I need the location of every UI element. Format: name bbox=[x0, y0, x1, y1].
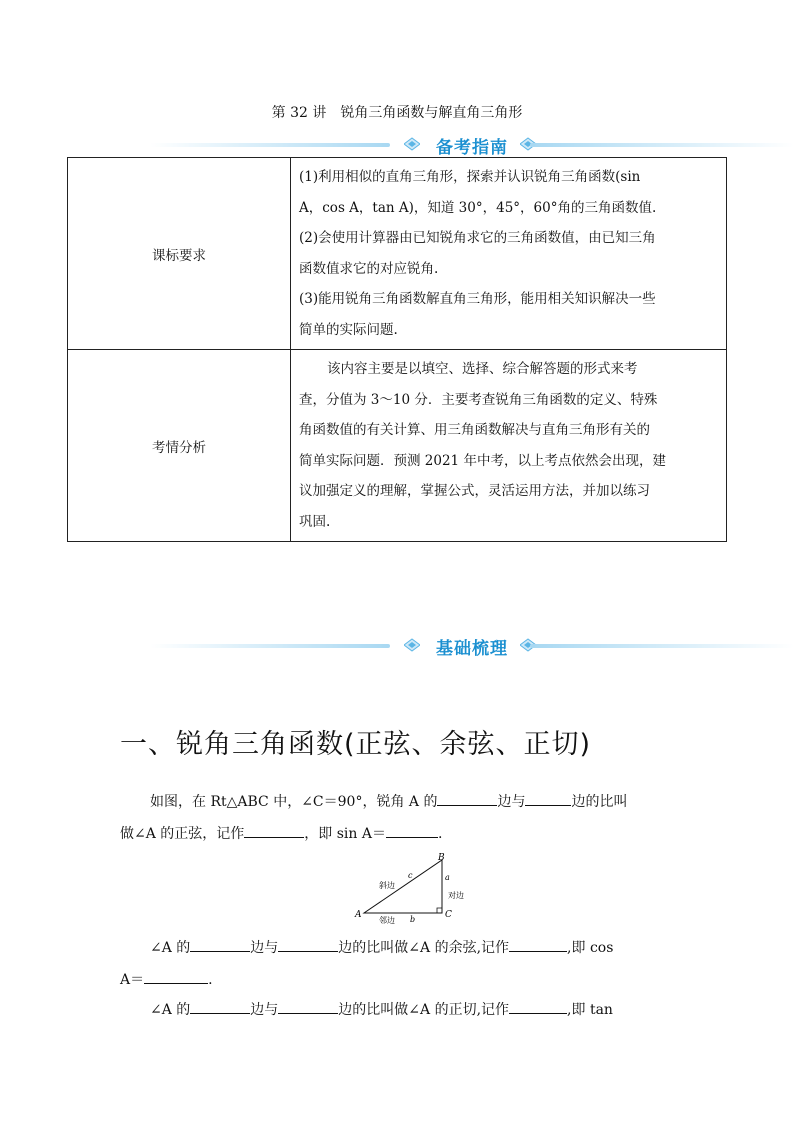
paragraph-line: ∠A 的 边与 边的比叫做∠A 的正切,记作 ,即 tan bbox=[120, 994, 700, 1026]
page-title: 第 32 讲 锐角三角函数与解直角三角形 bbox=[271, 105, 523, 121]
content-line: 简单的实际问题. bbox=[299, 321, 398, 338]
opposite-label: 对边 bbox=[448, 891, 464, 900]
section-banner-basics bbox=[150, 632, 794, 658]
paragraph-line: A＝ . bbox=[120, 964, 700, 996]
banner-diamond-icon bbox=[404, 137, 420, 151]
table-row bbox=[68, 350, 727, 542]
fill-blank[interactable] bbox=[278, 936, 338, 952]
content-line: 巩固. bbox=[299, 513, 331, 530]
vertex-label-c: C bbox=[445, 910, 452, 920]
fill-blank[interactable] bbox=[509, 936, 567, 952]
content-line: (3)能用锐角三角函数解直角三角形，能用相关知识解决一些 bbox=[299, 291, 656, 307]
fill-blank[interactable] bbox=[190, 998, 250, 1014]
info-table bbox=[67, 157, 727, 542]
table-row bbox=[68, 158, 727, 350]
triangle-shape bbox=[364, 860, 442, 913]
definition-paragraph-cosine bbox=[120, 932, 700, 996]
paragraph-line: 做∠A 的正弦，记作 ，即 sin A＝ . bbox=[120, 818, 680, 850]
fill-blank[interactable] bbox=[437, 790, 497, 806]
content-line: 函数值求它的对应锐角. bbox=[299, 260, 439, 277]
side-label-a: a bbox=[445, 873, 450, 882]
fill-blank[interactable] bbox=[144, 968, 208, 984]
content-line: 该内容主要是以填空、选择、综合解答题的形式来考 bbox=[327, 361, 638, 377]
side-label-c: c bbox=[408, 871, 413, 880]
content-line: (2)会使用计算器由已知锐角求它的三角函数值，由已知三角 bbox=[299, 230, 656, 246]
section-heading: 一、锐角三角函数(正弦、余弦、正切) bbox=[120, 729, 592, 760]
row-content bbox=[291, 350, 727, 542]
paragraph-line: 如图，在 Rt△ABC 中，∠C＝90°，锐角 A 的 边与 边的比叫 bbox=[120, 786, 680, 818]
fill-blank[interactable] bbox=[386, 822, 438, 838]
right-angle-mark bbox=[437, 908, 442, 913]
hypotenuse-label: 斜边 bbox=[379, 881, 395, 890]
fill-blank[interactable] bbox=[509, 998, 567, 1014]
content-line: 简单实际问题．预测 2021 年中考，以上考点依然会出现，建 bbox=[299, 452, 666, 469]
banner-line-left bbox=[150, 644, 390, 648]
content-line: 角函数值的有关计算、用三角函数解决与直角三角形有关的 bbox=[299, 422, 650, 438]
fill-blank[interactable] bbox=[190, 936, 250, 952]
section-banner-guide bbox=[150, 131, 794, 157]
adjacent-label: 邻边 bbox=[379, 916, 395, 924]
banner-line-right bbox=[530, 143, 794, 147]
definition-paragraph-tangent bbox=[120, 994, 700, 1026]
banner-diamond-icon bbox=[404, 638, 420, 652]
content-line: 查，分值为 3～10 分．主要考查锐角三角函数的定义、特殊 bbox=[299, 391, 658, 408]
row-label: 课标要求 bbox=[68, 158, 291, 350]
fill-blank[interactable] bbox=[278, 998, 338, 1014]
vertex-label-a: A bbox=[355, 910, 362, 920]
right-triangle-figure bbox=[350, 852, 480, 924]
row-label: 考情分析 bbox=[68, 350, 291, 542]
paragraph-line: ∠A 的 边与 边的比叫做∠A 的余弦,记作 ,即 cos bbox=[120, 932, 700, 964]
content-line: 议加强定义的理解，掌握公式，灵活运用方法，并加以练习 bbox=[299, 483, 650, 499]
definition-paragraph-sine bbox=[120, 786, 680, 850]
banner-line-right bbox=[530, 644, 794, 648]
fill-blank[interactable] bbox=[525, 790, 571, 806]
vertex-label-b: B bbox=[438, 853, 445, 863]
fill-blank[interactable] bbox=[244, 822, 304, 838]
banner-title: 基础梳理 bbox=[436, 639, 508, 659]
banner-title: 备考指南 bbox=[436, 138, 508, 158]
row-content bbox=[291, 158, 727, 350]
side-label-b: b bbox=[410, 915, 416, 924]
content-line: A，cos A，tan A)，知道 30°，45°，60°角的三角函数值. bbox=[299, 199, 657, 216]
banner-line-left bbox=[150, 143, 390, 147]
content-line: (1)利用相似的直角三角形，探索并认识锐角三角函数(sin bbox=[299, 169, 641, 185]
